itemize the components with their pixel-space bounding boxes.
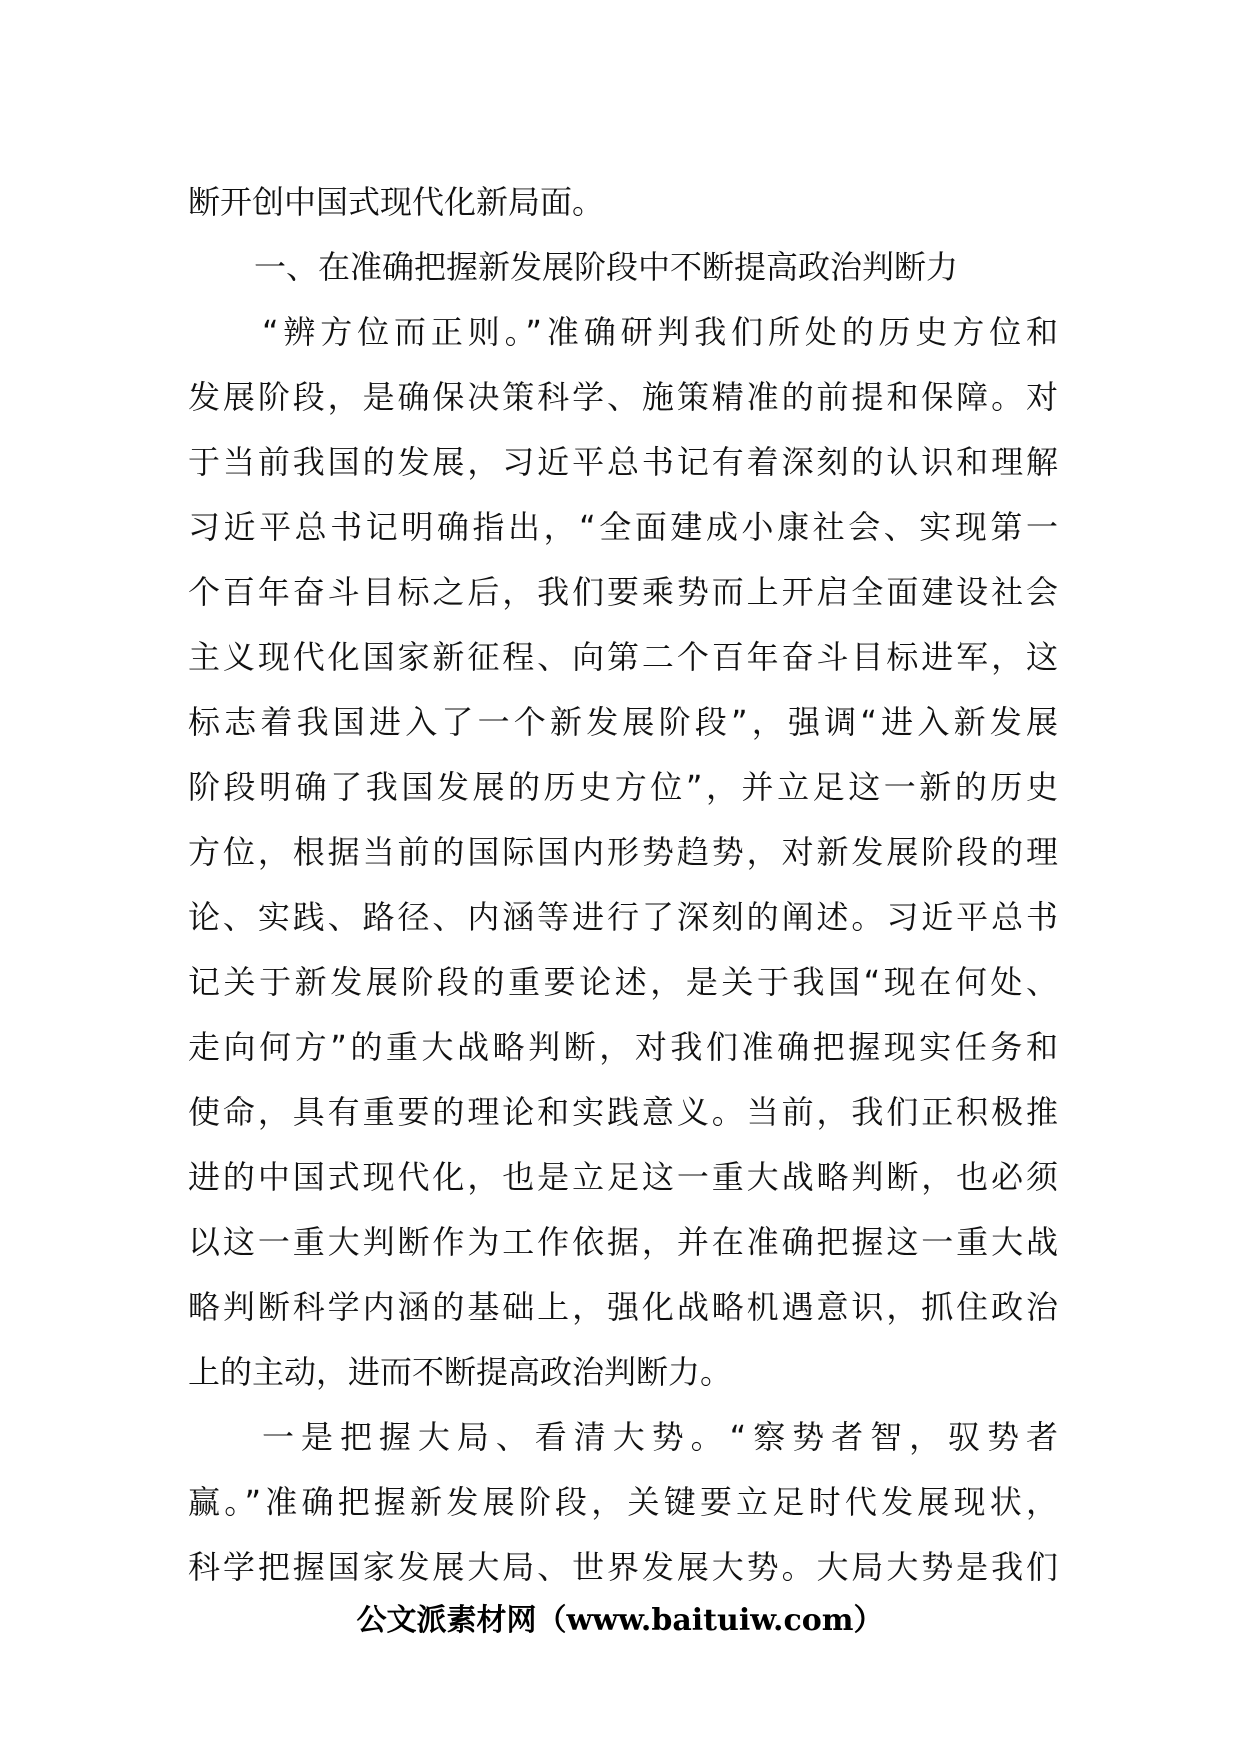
text-line: 论、实践、路径、内涵等进行了深刻的阐述。习近平总书 xyxy=(188,898,1058,936)
footer-watermark: 公文派素材网（www.baituiw.com） xyxy=(356,1603,884,1638)
text-line: 略判断科学内涵的基础上，强化战略机遇意识，抓住政治 xyxy=(188,1288,1058,1326)
text-line: 使命，具有重要的理论和实践意义。当前，我们正积极推 xyxy=(188,1093,1058,1131)
text-line: 于当前我国的发展，习近平总书记有着深刻的认识和理解 xyxy=(188,443,1058,481)
text-line: 走向何方”的重大战略判断，对我们准确把握现实任务和 xyxy=(188,1028,1058,1066)
text-line: 科学把握国家发展大局、世界发展大势。大局大势是我们 xyxy=(188,1548,1058,1586)
document-body xyxy=(188,170,1058,1600)
text-line: 个百年奋斗目标之后，我们要乘势而上开启全面建设社会 xyxy=(188,573,1058,611)
text-line: 标志着我国进入了一个新发展阶段”，强调“进入新发展 xyxy=(188,703,1058,741)
text-line: 记关于新发展阶段的重要论述，是关于我国“现在何处、 xyxy=(188,963,1058,1001)
text-line: 赢。”准确把握新发展阶段，关键要立足时代发展现状， xyxy=(188,1483,1058,1521)
text-line: 上的主动，进而不断提高政治判断力。 xyxy=(188,1353,733,1391)
text-line: 发展阶段，是确保决策科学、施策精准的前提和保障。对 xyxy=(188,378,1058,416)
text-line: 方位，根据当前的国际国内形势趋势，对新发展阶段的理 xyxy=(188,833,1058,871)
text-line: 习近平总书记明确指出，“全面建成小康社会、实现第一 xyxy=(188,508,1058,546)
text-line: 以这一重大判断作为工作依据，并在准确把握这一重大战 xyxy=(188,1223,1058,1261)
text-line: 主义现代化国家新征程、向第二个百年奋斗目标进军，这 xyxy=(188,638,1058,676)
text-line: 一是把握大局、看清大势。“察势者智，驭势者 xyxy=(262,1418,1058,1456)
text-line: 断开创中国式现代化新局面。 xyxy=(188,183,605,221)
text-line: 阶段明确了我国发展的历史方位”，并立足这一新的历史 xyxy=(188,768,1058,806)
text-line: 进的中国式现代化，也是立足这一重大战略判断，也必须 xyxy=(188,1158,1058,1196)
text-line: “辨方位而正则。”准确研判我们所处的历史方位和 xyxy=(262,313,1058,351)
section-heading: 一、在准确把握新发展阶段中不断提高政治判断力 xyxy=(254,248,959,286)
